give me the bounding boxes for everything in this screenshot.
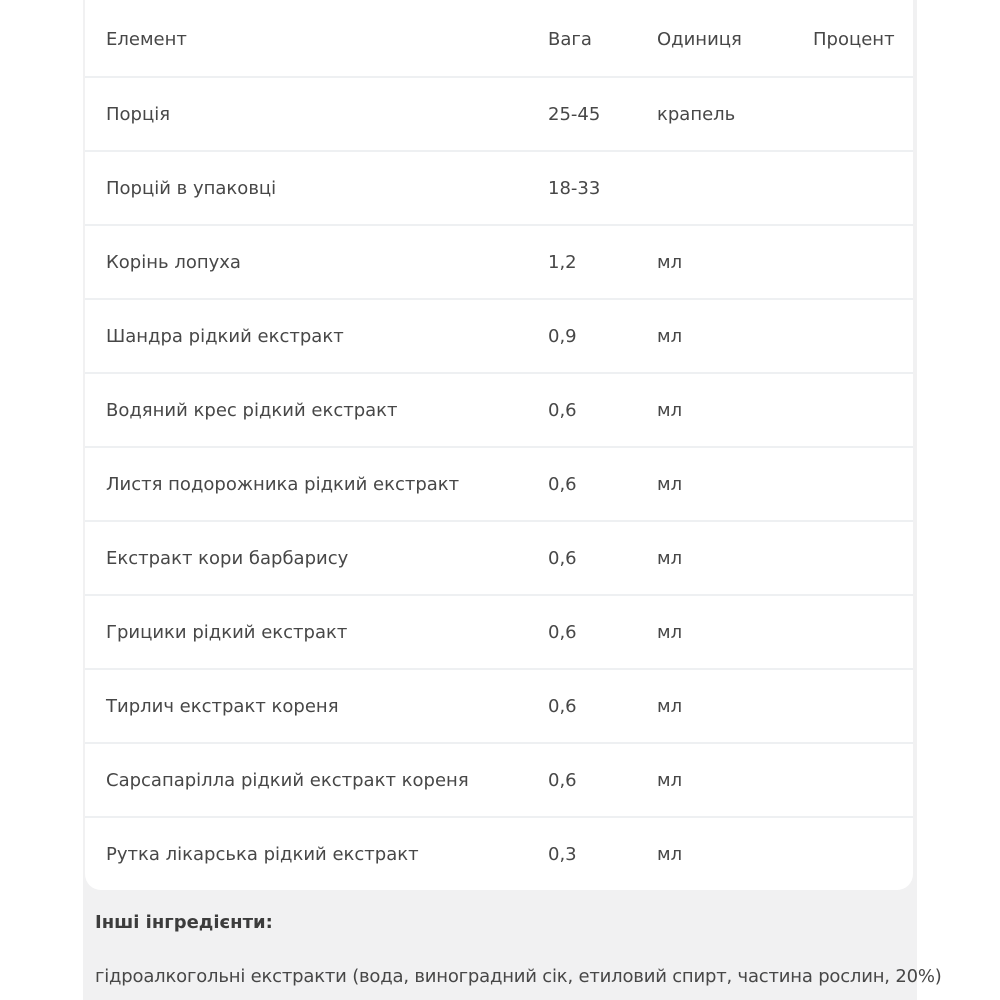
cell-element: Листя подорожника рідкий екстракт [106, 474, 460, 495]
cell-weight: 0,6 [548, 622, 577, 643]
cell-element: Шандра рідкий екстракт [106, 326, 344, 347]
table-row [85, 670, 913, 744]
cell-unit: мл [657, 326, 683, 347]
table-row [85, 78, 913, 152]
other-ingredients-text: гідроалкогольні екстракти (вода, виноградний сік, етиловий спирт, частина рослин, 20%) [95, 966, 942, 987]
table-row [85, 448, 913, 522]
cell-unit: мл [657, 844, 683, 865]
table-row [85, 744, 913, 818]
cell-element: Сарсапарілла рідкий екстракт кореня [106, 770, 469, 791]
header-percent: Процент [813, 29, 895, 50]
cell-element: Водяний крес рідкий екстракт [106, 400, 398, 421]
table-row [85, 596, 913, 670]
cell-element: Рутка лікарська рідкий екстракт [106, 844, 419, 865]
cell-weight: 0,6 [548, 400, 577, 421]
cell-weight: 0,6 [548, 474, 577, 495]
cell-unit: мл [657, 474, 683, 495]
cell-element: Тирлич екстракт кореня [106, 696, 339, 717]
cell-element: Корінь лопуха [106, 252, 241, 273]
cell-weight: 0,6 [548, 548, 577, 569]
product-details-page [83, 0, 942, 1000]
cell-unit: мл [657, 696, 683, 717]
header-element: Елемент [106, 29, 187, 50]
table-row [85, 522, 913, 596]
cell-weight: 0,6 [548, 696, 577, 717]
table-row [85, 300, 913, 374]
cell-element: Грицики рідкий екстракт [106, 622, 348, 643]
cell-unit: мл [657, 252, 683, 273]
cell-element: Порція [106, 104, 171, 125]
table-row [85, 374, 913, 448]
header-unit: Одиниця [657, 29, 742, 50]
cell-unit: мл [657, 770, 683, 791]
cell-weight: 18-33 [548, 178, 601, 199]
cell-weight: 25-45 [548, 104, 601, 125]
cell-unit: мл [657, 400, 683, 421]
cell-weight: 0,9 [548, 326, 577, 347]
table-row [85, 818, 913, 892]
cell-element: Порцій в упаковці [106, 178, 277, 199]
cell-unit: мл [657, 548, 683, 569]
cell-unit: мл [657, 622, 683, 643]
cell-weight: 0,3 [548, 844, 577, 865]
cell-unit: крапель [657, 104, 736, 125]
cell-weight: 1,2 [548, 252, 577, 273]
cell-weight: 0,6 [548, 770, 577, 791]
table-header-row [85, 0, 913, 78]
nutrition-table [85, 0, 913, 890]
header-weight: Вага [548, 29, 592, 50]
table-row [85, 226, 913, 300]
other-ingredients-title: Інші інгредієнти: [95, 912, 273, 933]
table-row [85, 152, 913, 226]
cell-element: Екстракт кори барбарису [106, 548, 349, 569]
